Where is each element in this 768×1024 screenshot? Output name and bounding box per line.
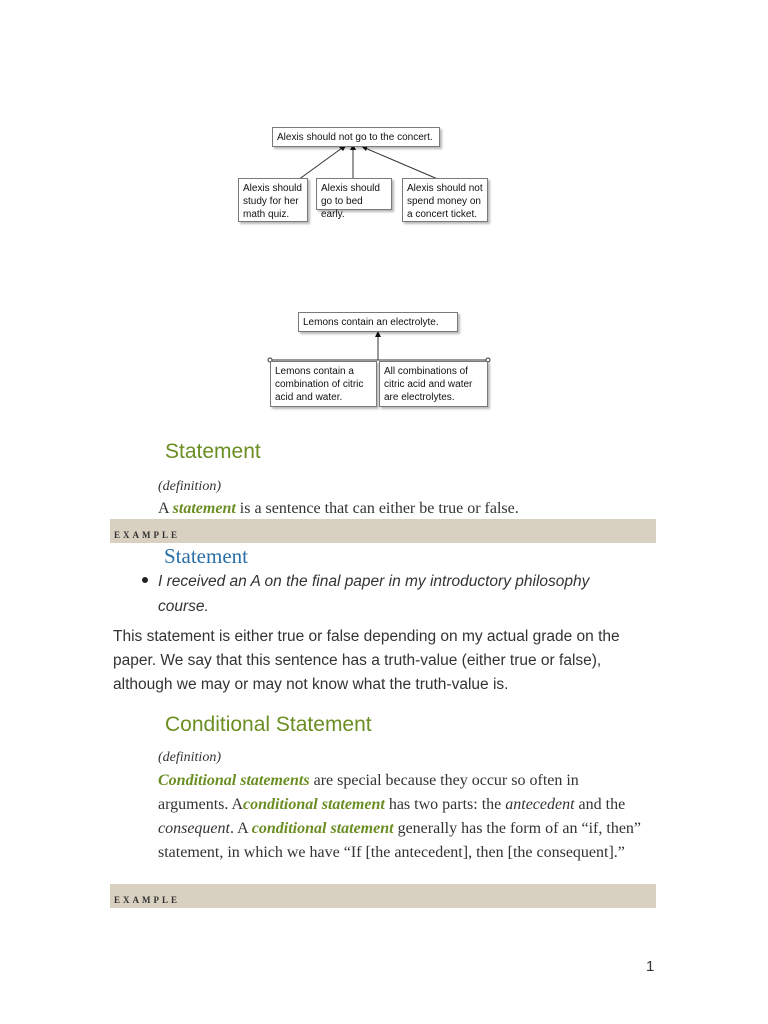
example-band-label: EXAMPLE: [114, 895, 180, 905]
diagram2-premise-left-text: Lemons contain a combination of citric acid and water.: [275, 366, 364, 403]
diagram1-premise-left-box: [238, 178, 308, 222]
diagram1-premise-left-text: Alexis should study for her math quiz.: [243, 183, 302, 220]
diagram1-premise-middle-text: Alexis should go to bed early.: [321, 183, 380, 220]
definition-text-part: has two parts: the: [384, 796, 506, 813]
diagram2-premise-left-box: [270, 361, 377, 407]
diagram1-premise-middle-box: [316, 178, 392, 220]
bullet-dot: [142, 577, 148, 583]
definition-term: conditional statement: [251, 820, 394, 837]
definition-italic: antecedent: [505, 796, 575, 813]
definition-italic: consequent: [158, 820, 230, 837]
definition-term: Conditional statements: [158, 772, 310, 789]
conditional-definition-text: [158, 769, 642, 865]
definition-term: statement: [172, 500, 236, 517]
diagram2-premise-right-box: [379, 361, 488, 407]
example-paragraph: This statement is either true or false depending on my actual grade on the paper. We say that this sentence has a truth-value (either true or false), although we may or may not know what the truth-value is.: [113, 628, 620, 693]
example-bullet-text: I received an A on the final paper in my introductory philosophy course.: [158, 573, 590, 615]
statement-heading: Statement: [165, 440, 261, 463]
definition-text-part: generally has the form of an “if, then” statement, in which we have “If [the antecedent], then [the consequent].”: [158, 820, 642, 861]
statement-definition-label: (definition): [158, 479, 221, 494]
definition-text-part: and the: [574, 796, 626, 813]
diagram1-premise-right-box: [402, 178, 488, 222]
example-band-label: EXAMPLE: [114, 530, 180, 540]
diagram1-premise-right-text: Alexis should not spend money on a concert ticket.: [407, 183, 483, 220]
conditional-definition-label: (definition): [158, 750, 221, 765]
diagram2-conclusion-text: Lemons contain an electrolyte.: [303, 317, 439, 328]
definition-term: conditional statement: [243, 796, 385, 813]
definition-text-part: . A: [229, 820, 252, 837]
example-statement-heading: Statement: [164, 544, 248, 568]
diagram1-conclusion-box: [272, 127, 440, 147]
definition-text-part: A: [158, 500, 173, 517]
page-number: 1: [646, 958, 655, 975]
definition-text-part: is a sentence that can either be true or false.: [235, 500, 519, 517]
conditional-statement-heading: Conditional Statement: [165, 713, 372, 736]
example-band-2: [110, 884, 656, 908]
diagram1-conclusion-text: Alexis should not go to the concert.: [277, 132, 433, 143]
statement-definition-text: [158, 497, 638, 521]
example-band-1: [110, 519, 656, 543]
diagram2-conclusion-box: [298, 312, 458, 332]
diagram2-premise-right-text: All combinations of citric acid and water are electrolytes.: [384, 366, 473, 403]
definition-text-part: are special because they occur so often in arguments. A: [158, 772, 579, 813]
